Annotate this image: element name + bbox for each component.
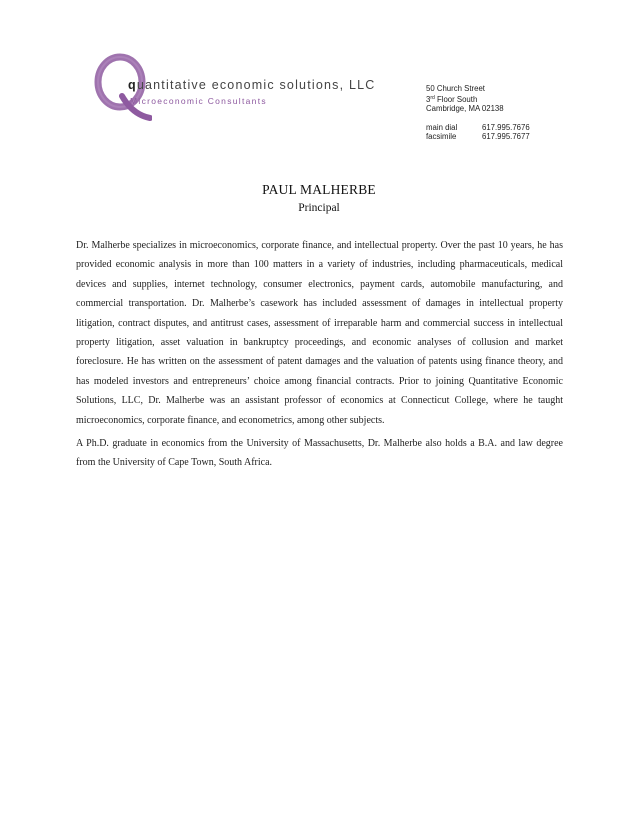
- floor-rest: Floor South: [436, 94, 478, 104]
- address-block: [426, 84, 530, 142]
- bio-paragraph: Dr. Malherbe specializes in microeconomics, corporate finance, and intellectual property. Over the past 10 years, he has provided economic analysis in more than 100 matters in a variety of industries, including pharmaceuticals, medical devices and supplies, internet technology, consumer electronics, payment cards, automobile manufacturing, and commercial transportation. Dr. Malherbe’s casework has included assessment of damages in intellectual property litigation, contract disputes, and antitrust cases, assessment of irreparable harm and commercial success in intellectual property litigation, asset valuation in bankruptcy proceedings, and economic analyses of collusion and market foreclosure. He has written on the assessment of patent damages and the valuation of patents using finance theory, and has modeled investors and entrepreneurs’ choice among financial contracts. Prior to joining Quantitative Economic Solutions, LLC, Dr. Malherbe was an assistant professor of economics at Connecticut College, where he taught microeconomics, corporate finance, and econometrics, among other subjects.: [76, 240, 563, 426]
- main-dial-number: 617.995.7676: [482, 122, 530, 132]
- address-city: Cambridge, MA 02138: [426, 104, 504, 114]
- bio-heading: [0, 182, 638, 214]
- floor-number: 3: [426, 94, 431, 104]
- person-role: Principal: [298, 202, 340, 214]
- bio-paragraph: A Ph.D. graduate in economics from the University of Massachusetts, Dr. Malherbe also holds a B.A. and law degree from the University of Cape Town, South Africa.: [76, 438, 563, 469]
- floor-suffix: rd: [430, 94, 435, 101]
- address-street: 50 Church Street: [426, 84, 485, 93]
- main-dial-label: main dial: [426, 122, 458, 132]
- main-dial-row: [426, 123, 530, 133]
- facsimile-number: 617.995.7677: [482, 132, 530, 142]
- address-floor: [426, 94, 530, 105]
- company-logo: [92, 52, 392, 122]
- person-name: PAUL MALHERBE: [262, 182, 376, 197]
- bio-body: [76, 236, 563, 477]
- company-name-lead: q: [128, 78, 137, 92]
- facsimile-label: facsimile: [426, 132, 457, 142]
- facsimile-row: [426, 132, 530, 142]
- company-subtitle: Microeconomic Consultants: [130, 96, 267, 106]
- company-name-rest: uantitative economic solutions, LLC: [136, 78, 376, 92]
- company-name: [128, 78, 375, 92]
